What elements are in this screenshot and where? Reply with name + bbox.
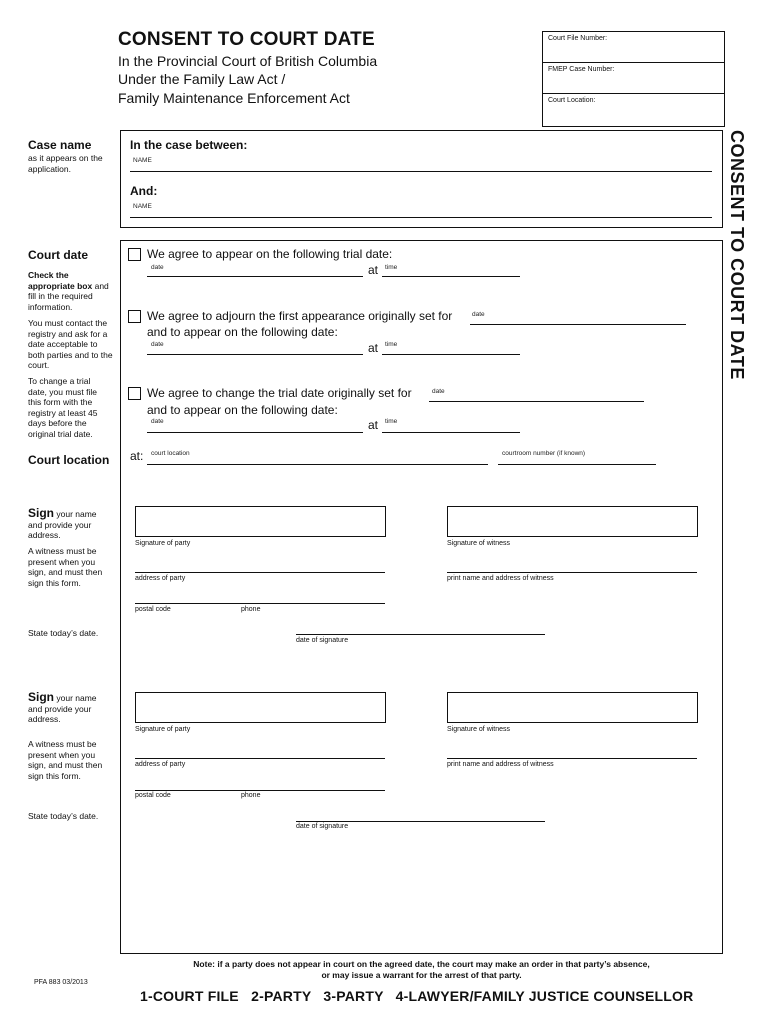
at-label: at [368,263,379,277]
court-date-heading: Court date [28,248,88,262]
party-2-address-line[interactable] [135,758,385,759]
witness-help-1: A witness must be present when you sign, and must then sign this form. [28,546,103,588]
courtroom-label: courtroom number (if known) [502,450,586,457]
court-location-heading: Court location [28,453,110,467]
sig-party-label: Signature of party [135,540,191,547]
court-date-help-3: To change a trial date, you must file this form with the registry at least 45 days before the original trial date. [28,376,98,439]
court-location-field[interactable]: Court Location: [548,97,596,104]
option-2-checkbox[interactable] [128,310,141,323]
side-title: CONSENT TO COURT DATE [727,130,747,380]
sign-help-1: Sign your name and provide your address. [28,506,97,540]
addr-party-label: address of party [135,761,186,768]
date-label: date [432,388,445,395]
date-label: date [151,264,164,271]
addr-witness-label: print name and address of witness [447,575,554,582]
case-name-help: as it appears on the application. [28,153,103,174]
party-2-signature-box[interactable] [135,692,386,723]
time-label: time [385,264,398,271]
phone-label: phone [241,606,261,613]
option-2-original-date-line[interactable] [470,324,686,325]
option-1-text: We agree to appear on the following trial date: [147,247,393,261]
party-1-name-line[interactable] [130,171,712,172]
addr-witness-label: print name and address of witness [447,761,554,768]
court-location-label: court location [151,450,190,457]
case-between-label: In the case between: [130,138,248,152]
option-3-checkbox[interactable] [128,387,141,400]
option-1-date-line[interactable] [147,276,363,277]
and-appear-text: and to appear on the following date: [147,325,338,339]
at-label: at [368,418,379,432]
copy-distribution: 1-COURT FILE 2-PARTY 3-PARTY 4-LAWYER/FAMILY JUSTICE COUNSELLOR [140,988,694,1004]
state-date-1: State today’s date. [28,628,99,638]
courtroom-line[interactable] [498,464,656,465]
reference-box [542,31,725,127]
date-label: date [151,418,164,425]
party-1-signature-box[interactable] [135,506,386,537]
date-of-signature-2-line[interactable] [296,821,545,822]
date-sig-label: date of signature [296,823,349,830]
case-name-heading: Case name [28,138,92,152]
name-label-1: NAME [133,157,152,164]
name-label-2: NAME [133,203,152,210]
act-line-1: Under the Family Law Act / [118,71,286,87]
phone-label: phone [241,792,261,799]
time-label: time [385,418,398,425]
and-appear-text: and to appear on the following date: [147,403,338,417]
option-3-original-date-line[interactable] [429,401,644,402]
location-at-label: at: [130,449,144,463]
date-of-signature-1-line[interactable] [296,634,545,635]
addr-party-label: address of party [135,575,186,582]
court-line: In the Provincial Court of British Columbia [118,53,378,69]
court-date-help-1: Check the appropriate box and fill in the required information. [28,270,109,312]
option-1-time-line[interactable] [382,276,520,277]
court-file-number-field[interactable]: Court File Number: [543,32,724,63]
sig-witness-label: Signature of witness [447,540,511,547]
party-2-name-line[interactable] [130,217,712,218]
date-label: date [151,341,164,348]
party-1-postal-phone-line[interactable] [135,603,385,604]
option-2-date-line[interactable] [147,354,363,355]
witness-2-signature-box[interactable] [447,692,698,723]
fmep-case-number-field[interactable]: FMEP Case Number: [543,63,724,94]
option-3-date-line[interactable] [147,432,363,433]
footer-note: Note: if a party does not appear in court on the agreed date, the court may make an order in that party’s absence, or may issue a warrant for the arrest of that party. [193,959,650,980]
witness-1-address-line[interactable] [447,572,697,573]
court-date-help-2: You must contact the registry and ask for a date acceptable to both parties and to the court. [28,318,113,370]
sign-help-2: Sign your name and provide your address. [28,690,97,724]
form-id: PFA 883 03/2013 [34,979,88,986]
time-label: time [385,341,398,348]
witness-1-signature-box[interactable] [447,506,698,537]
sig-witness-label: Signature of witness [447,726,511,733]
option-3-text: We agree to change the trial date originally set for [147,386,412,400]
witness-help-2: A witness must be present when you sign, and must then sign this form. [28,739,103,781]
court-location-line[interactable] [147,464,488,465]
act-line-2: Family Maintenance Enforcement Act [118,90,350,106]
party-1-address-line[interactable] [135,572,385,573]
state-date-2: State today’s date. [28,811,99,821]
option-2-text: We agree to adjourn the first appearance originally set for [147,309,453,323]
option-2-time-line[interactable] [382,354,520,355]
date-label: date [472,311,485,318]
sig-party-label: Signature of party [135,726,191,733]
witness-2-address-line[interactable] [447,758,697,759]
form-title: CONSENT TO COURT DATE [118,29,375,50]
postal-label: postal code [135,792,171,799]
party-2-postal-phone-line[interactable] [135,790,385,791]
option-3-time-line[interactable] [382,432,520,433]
option-1-checkbox[interactable] [128,248,141,261]
at-label: at [368,341,379,355]
main-panel [120,240,723,954]
and-label: And: [130,184,158,198]
postal-label: postal code [135,606,171,613]
date-sig-label: date of signature [296,637,349,644]
